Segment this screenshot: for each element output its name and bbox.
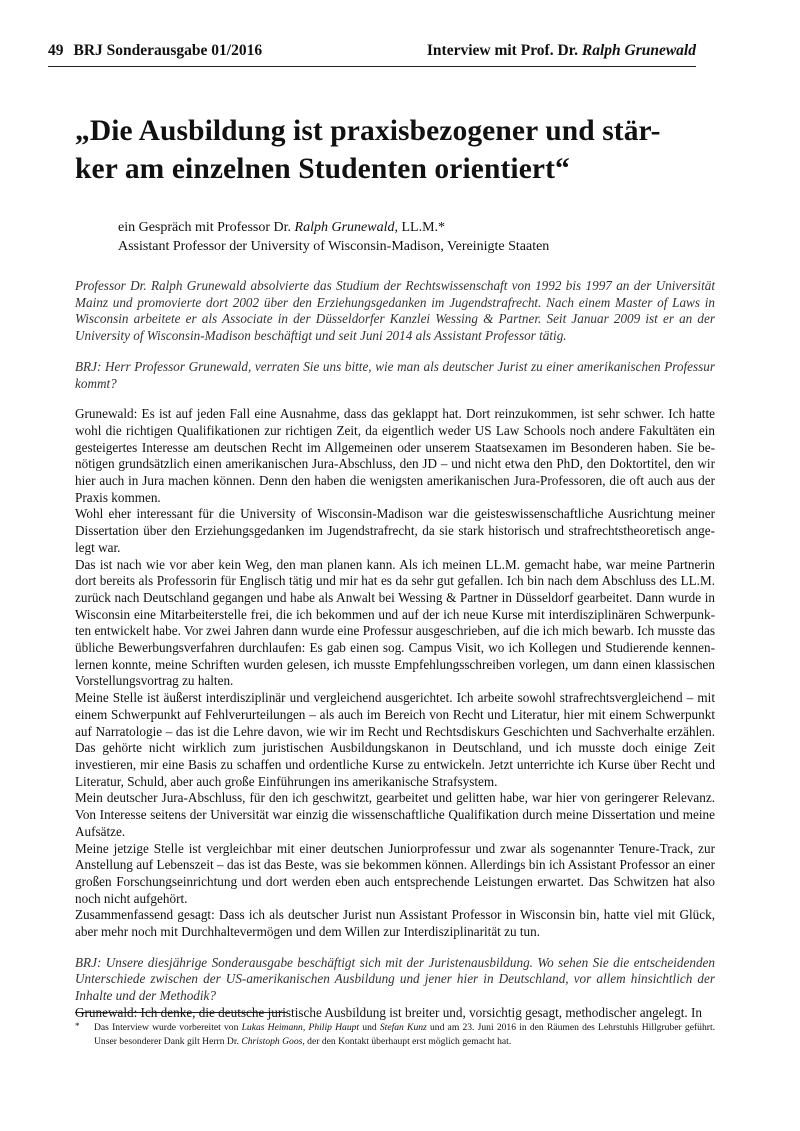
section-name: Ralph Grunewald <box>581 42 696 59</box>
byline-line-2: Assistant Professor der University of Wisconsin-Madison, Vereinigte Staaten <box>118 239 550 254</box>
footnote-text-part: Das Interview wurde vorbereitet von <box>94 1022 242 1033</box>
header-rule <box>48 66 696 67</box>
title-line-2: ker am einzelnen Studenten orientiert“ <box>75 153 570 185</box>
footnote-person: Philip Haupt <box>308 1022 360 1033</box>
answer-1-paragraph: Mein deutscher Jura-Abschluss, für den ich geschwitzt, gearbeitet und gelitten habe, war hier von geringerer Relevanz. Von Interesse seitens der Universität war einzig die wissenschaftliche Qualifikation durch meine Dissertation und meine Aufsätze. <box>75 790 715 839</box>
question-1: BRJ: Herr Professor Grunewald, verraten Sie uns bitte, wie man als deutscher Jurist zu einer amerikanischen Professur kommt? <box>75 358 715 391</box>
journal-name: BRJ Sonderausgabe 01/2016 <box>73 42 263 59</box>
spacer <box>75 392 715 406</box>
footnote-text-part: und am 23. Juni 2016 in den Räumen des Lehrstuhls Hillgruber geführt. Unser besonderer Dank gilt Herrn Dr. <box>94 1022 716 1047</box>
question-2: BRJ: Unsere diesjährige Sonderausgabe beschäftigt sich mit der Juristenausbildung. Wo sehen Sie die entscheidenden Unterschiede zwischen der US-amerikanischen Ausbildung und jener hier in Deutschland, vor allem hinsichtlich der Inhalte und der Methodik? <box>75 954 715 1004</box>
section-prefix: Interview mit Prof. Dr. <box>426 42 578 59</box>
byline-suffix: , LL.M.* <box>394 220 446 235</box>
answer-1-paragraph: Meine jetzige Stelle ist vergleichbar mit einer deutschen Juniorprofessur und zwar als sogenannter Tenure-Track, zur Anstellung auf Lebenszeit – das ist das Beste, was sie bekommen können. Allerdings bin ich Assistant Professor an einer großen Forschungseinrichtung und dort werden eben auch entsprechende Leistungen erwartet. Das Schwitzen hat also noch nicht aufgehört. <box>75 840 715 906</box>
footnote-text-part: und <box>359 1022 380 1033</box>
byline <box>118 218 738 256</box>
footnote <box>75 1021 715 1049</box>
intro-paragraph: Professor Dr. Ralph Grunewald absolvierte das Studium der Rechtswissenschaft von 1992 bis 1997 an der Universität Mainz und promovierte dort 2002 über den Erziehungsgedanken im Jugendstrafrecht. Nach einem Master of Laws in Wisconsin arbeitete er als Associate in der Düsseldorfer Kanzlei Wessing & Partner. Seit Januar 2009 ist er an der University of Wisconsin-Madison beschäftigt und seit Juni 2014 als Assistant Professor tätig. <box>75 278 715 344</box>
title-line-1: „Die Ausbildung ist praxisbezogener und stär- <box>75 115 661 147</box>
page-number: 49 <box>48 42 64 59</box>
footnote-person: Christoph Goos <box>241 1036 303 1047</box>
article-body <box>75 278 715 1022</box>
article-title <box>75 112 765 188</box>
footnote-person: Lukas Heimann <box>241 1022 303 1033</box>
author-name: Ralph Grunewald <box>294 220 395 235</box>
answer-2-start: Grunewald: Ich denke, die deutsche juristische Ausbildung ist breiter und, vorsichtig gesagt, methodischer angelegt. In <box>75 1004 702 1020</box>
running-head <box>48 42 696 62</box>
footnote-mark: * <box>75 1021 80 1031</box>
running-head-right <box>427 42 696 60</box>
spacer <box>75 345 715 359</box>
answer-1-paragraph: Wohl eher interessant für die University of Wisconsin-Madison war die geisteswissenschaftliche Ausrichtung meiner Dissertation über den Erziehungsgedanken im Jugendstrafrecht, da sie stark historisch und strafrechtstheoretisch angelegt war. <box>75 506 715 555</box>
spacer <box>75 941 715 955</box>
footnote-text-part: , <box>302 1022 309 1033</box>
answer-1-paragraph: Das ist nach wie vor aber kein Weg, den man planen kann. Als ich meinen LL.M. gemacht habe, war meine Partnerin dort bereits als Professorin für Englisch tätig und mir hat es da sehr gut gefallen. Ich bin nach dem Abschluss des LL.M. zurück nach Deutschland gegangen und habe als Anwalt bei Wessing & Partner in Düsseldorf gearbeitet. Dann wurde in Wisconsin eine Mitarbeiterstelle frei, die ich bekommen und auf der ich neue Kurse mit interdisziplinären Schwerpunkten entwickelt habe. Vor zwei Jahren dann wurde eine Professur ausgeschrieben, auf die ich mich bewarb. Ich musste das übliche Bewerbungsverfahren durchlaufen: Es gab einen sog. Campus Visit, wo ich Kollegen und Studierende kennenlernen konnte, meine Schriften wurden gelesen, ich musste Empfehlungsschreiben vorlegen, um dann einen klassischen Vorstellungsvortrag zu halten. <box>75 556 715 689</box>
answer-1-paragraph: Meine Stelle ist äußerst interdisziplinär und vergleichend ausgerichtet. Ich arbeite sowohl strafrechtsvergleichend – mit einem Schwerpunkt auf Fehlverurteilungen – als auch im Bereich von Recht und Literatur, hier mit einem Schwerpunkt auf Narratologie – das ist die Lehre davon, wie wir im Recht und Rechtsdiskurs Geschichten und Sachverhalte erzählen. Das gehörte nicht wirklich zum juristischen Ausbildungskanon in Deutschland, und ich musste doch einige Zeit investieren, mir eine Basis zu schaffen und ordentliche Kurse zu entwickeln. Jetzt unterrichte ich Kurse über Recht und Literatur, Schuld, aber auch große Einführungen ins amerikanische Strafsystem. <box>75 690 715 789</box>
running-head-left <box>48 42 262 60</box>
footnote-text <box>94 1021 715 1049</box>
byline-prefix: ein Gespräch mit Professor Dr. <box>118 220 292 235</box>
footnote-person: Stefan Kunz <box>379 1022 427 1033</box>
footnote-text-part: , der den Kontakt überhaupt erst möglich gemacht hat. <box>302 1036 512 1047</box>
answer-1-paragraph: Zusammenfassend gesagt: Dass ich als deutscher Jurist nun Assistant Professor in Wisconsin bin, hatte viel mit Glück, aber mehr noch mit Durchhaltevermögen und dem Willen zur Interdisziplinarität zu tun. <box>75 907 715 940</box>
footnote-rule <box>75 1012 287 1013</box>
answer-1-paragraph: Grunewald: Es ist auf jeden Fall eine Ausnahme, dass das geklappt hat. Dort reinzukommen, ist sehr schwer. Ich hatte wohl die richtigen Qualifikationen zur richtigen Zeit, da eigentlich weder US Law Schools noch andere Fakultäten ein gesteigertes Interesse am deutschen Recht im Allgemeinen oder unserem Staatsexamen im Besonderen haben. Sie benötigen grundsätzlich einen amerikanischen Jura-Abschluss, den JD – und nicht etwa den PhD, den Doktortitel, den wir hier auch in Jura machen können. Denn den haben die wenigsten amerikanischen Jura-Professoren, die oft auch aus der Praxis kommen. <box>75 406 715 505</box>
byline-line-1 <box>118 218 738 237</box>
